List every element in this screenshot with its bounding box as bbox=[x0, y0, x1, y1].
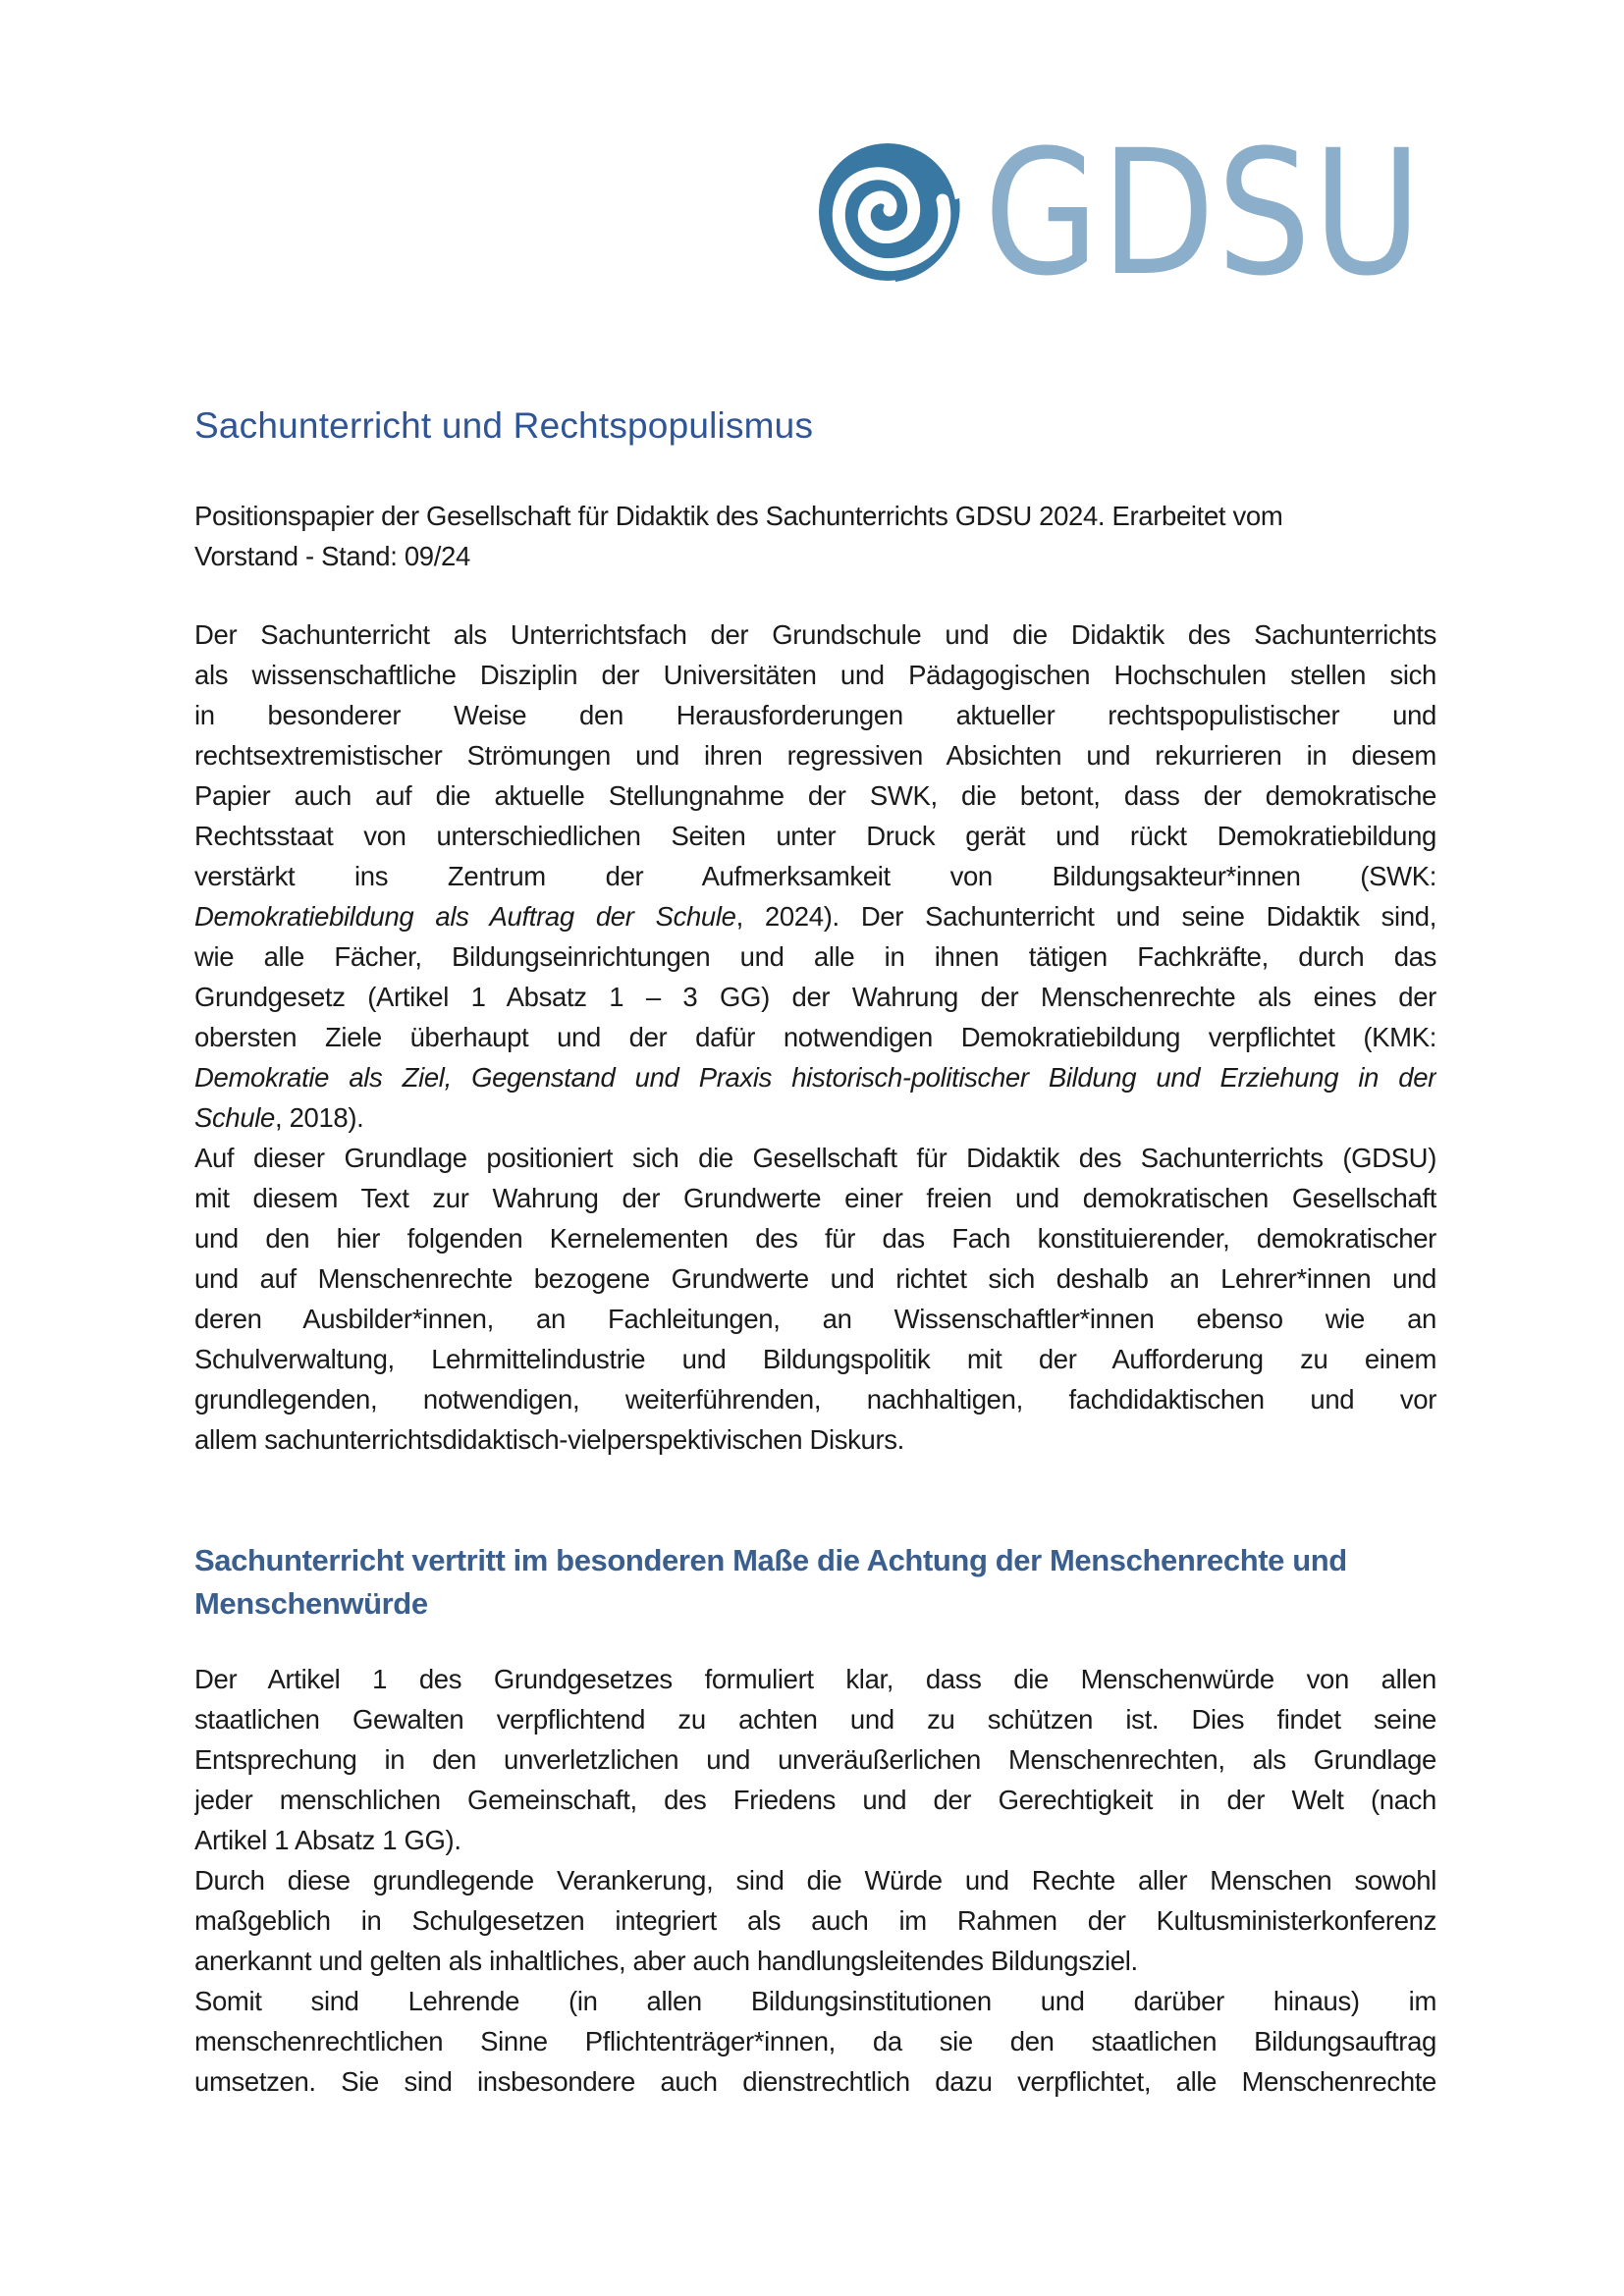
text-line: allem sachunterrichtsdidaktisch-vielperspektivischen Diskurs. bbox=[194, 1424, 904, 1455]
text-line: deren Ausbilder*innen, an Fachleitungen, an Wissenschaftler*innen ebenso wie an bbox=[194, 1304, 1436, 1334]
text-line: Artikel 1 Absatz 1 GG). bbox=[194, 1825, 461, 1855]
subtitle-line: Vorstand - Stand: 09/24 bbox=[194, 541, 470, 571]
text-line: rechtsextremistischer Strömungen und ihren regressiven Absichten und rekurrieren in diesem bbox=[194, 740, 1436, 771]
text-line: Papier auch auf die aktuelle Stellungnahme der SWK, die betont, dass der demokratische bbox=[194, 780, 1436, 811]
text-line: maßgeblich in Schulgesetzen integriert als auch im Rahmen der Kultusministerkonferenz bbox=[194, 1905, 1436, 1936]
text-line: umsetzen. Sie sind insbesondere auch dienstrechtlich dazu verpflichtet, alle Menschenrechte bbox=[194, 2066, 1436, 2097]
spiral-icon bbox=[817, 141, 966, 284]
citation-title: Demokratie als Ziel, Gegenstand und Praxis historisch-politischer Bildung und Erziehung in der bbox=[194, 1062, 1436, 1093]
document-title: Sachunterricht und Rechtspopulismus bbox=[194, 405, 814, 446]
text-line: jeder menschlichen Gemeinschaft, des Friedens und der Gerechtigkeit in der Welt (nach bbox=[194, 1785, 1436, 1815]
text-line: verstärkt ins Zentrum der Aufmerksamkeit von Bildungsakteur*innen (SWK: bbox=[194, 861, 1436, 891]
text-line: Demokratiebildung als Auftrag der Schule, 2024). Der Sachunterricht und seine Didaktik sind, bbox=[194, 901, 1436, 932]
text-line: in besonderer Weise den Herausforderungen aktueller rechtspopulistischer und bbox=[194, 700, 1436, 730]
text-line: Der Sachunterricht als Unterrichtsfach der Grundschule und die Didaktik des Sachunterrichts bbox=[194, 619, 1436, 650]
subtitle-line: Positionspapier der Gesellschaft für Didaktik des Sachunterrichts GDSU 2024. Erarbeitet vom bbox=[194, 501, 1283, 531]
section-heading-line: Sachunterricht vertritt im besonderen Maße die Achtung der Menschenrechte und bbox=[194, 1543, 1347, 1577]
section-heading bbox=[194, 1539, 1436, 1626]
text-line: mit diesem Text zur Wahrung der Grundwerte einer freien und demokratischen Gesellschaft bbox=[194, 1183, 1436, 1213]
text-line: menschenrechtlichen Sinne Pflichtenträger*innen, da sie den staatlichen Bildungsauftrag bbox=[194, 2026, 1436, 2056]
text-line: Rechtsstaat von unterschiedlichen Seiten unter Druck gerät und rückt Demokratiebildung bbox=[194, 821, 1436, 851]
citation-title: Demokratiebildung als Auftrag der Schule bbox=[194, 901, 736, 932]
text-line: Entsprechung in den unverletzlichen und unveräußerlichen Menschenrechten, als Grundlage bbox=[194, 1744, 1436, 1775]
text-line: Somit sind Lehrende (in allen Bildungsinstitutionen und darüber hinaus) im bbox=[194, 1986, 1436, 2016]
logo-wordmark: GDSU bbox=[984, 113, 1424, 314]
text-line: Auf dieser Grundlage positioniert sich die Gesellschaft für Didaktik des Sachunterrichts (GDSU) bbox=[194, 1143, 1436, 1173]
text-line: und den hier folgenden Kernelementen des für das Fach konstituierender, demokratischer bbox=[194, 1223, 1436, 1254]
text-line: staatlichen Gewalten verpflichtend zu achten und zu schützen ist. Dies findet seine bbox=[194, 1704, 1436, 1735]
section-heading-line: Menschenwürde bbox=[194, 1586, 428, 1621]
text-line: Schulverwaltung, Lehrmittelindustrie und Bildungspolitik mit der Aufforderung zu einem bbox=[194, 1344, 1436, 1374]
text-line: grundlegenden, notwendigen, weiterführenden, nachhaltigen, fachdidaktischen und vor bbox=[194, 1384, 1436, 1415]
intro-paragraph bbox=[194, 614, 1436, 1460]
text-line: obersten Ziele überhaupt und der dafür notwendigen Demokratiebildung verpflichtet (KMK: bbox=[194, 1022, 1436, 1052]
document-subtitle bbox=[194, 496, 1436, 576]
text-line: Grundgesetz (Artikel 1 Absatz 1 – 3 GG) der Wahrung der Menschenrechte als eines der bbox=[194, 982, 1436, 1012]
text-line: Durch diese grundlegende Verankerung, sind die Würde und Rechte aller Menschen sowohl bbox=[194, 1865, 1436, 1896]
text-line: wie alle Fächer, Bildungseinrichtungen und alle in ihnen tätigen Fachkräfte, durch das bbox=[194, 941, 1436, 972]
text-line: Schule, 2018). bbox=[194, 1102, 364, 1133]
text-line: und auf Menschenrechte bezogene Grundwerte und richtet sich deshalb an Lehrer*innen und bbox=[194, 1263, 1436, 1294]
section-paragraph bbox=[194, 1659, 1436, 2102]
text-line bbox=[194, 1057, 1436, 1097]
text-line: als wissenschaftliche Disziplin der Universitäten und Pädagogischen Hochschulen stellen sich bbox=[194, 660, 1436, 690]
gdsu-logo bbox=[817, 113, 1424, 314]
text-line: anerkannt und gelten als inhaltliches, aber auch handlungsleitendes Bildungsziel. bbox=[194, 1946, 1138, 1976]
text-line: Der Artikel 1 des Grundgesetzes formuliert klar, dass die Menschenwürde von allen bbox=[194, 1664, 1436, 1694]
citation-title: Schule bbox=[194, 1102, 275, 1133]
